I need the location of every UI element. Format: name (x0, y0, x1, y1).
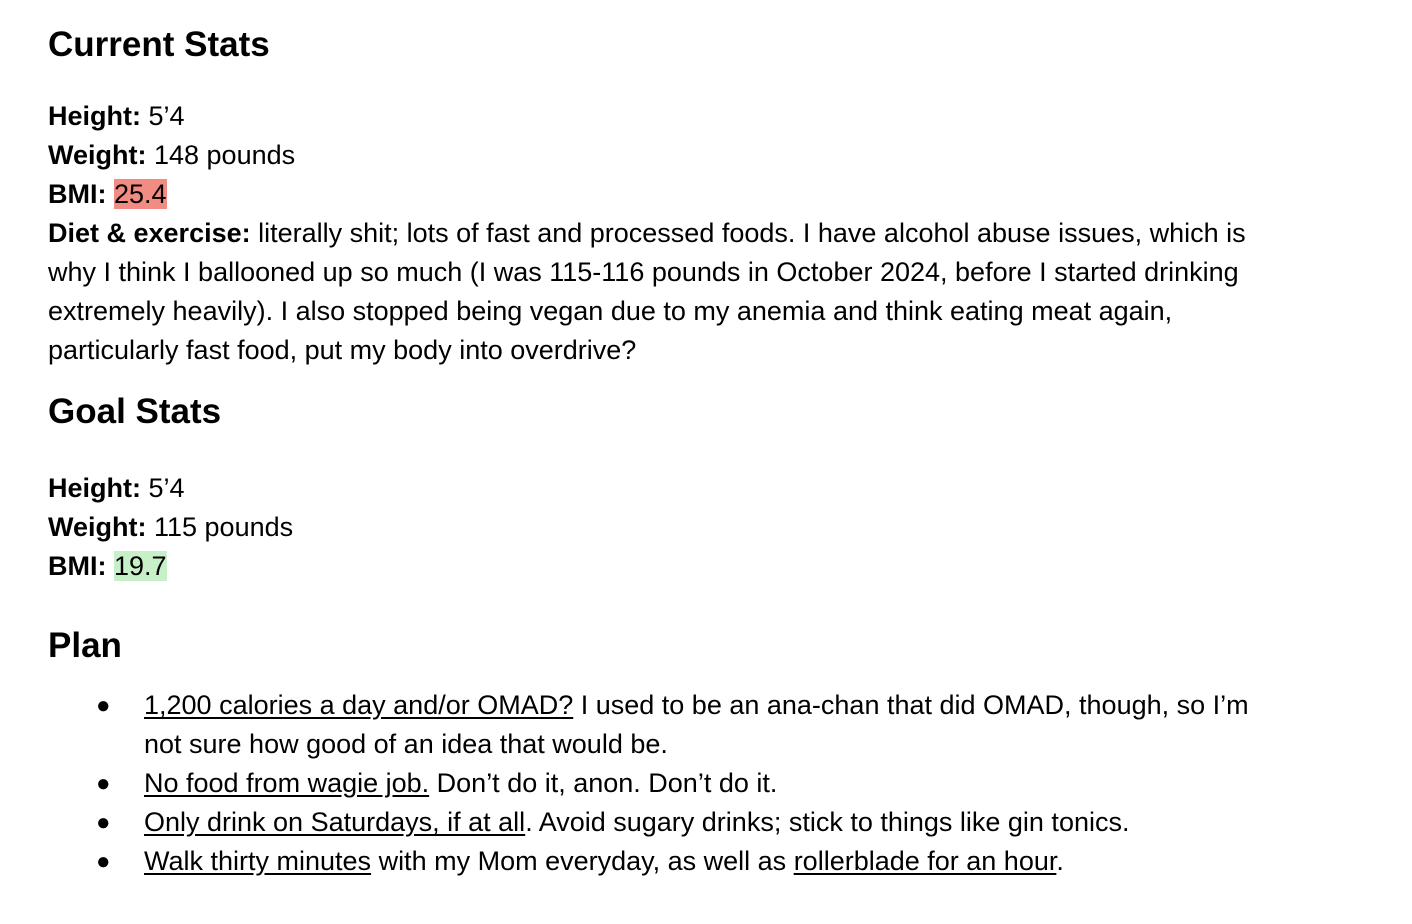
plan-item-no-food (48, 764, 1254, 803)
plan-item-text-end: . (1056, 846, 1064, 876)
goal-bmi-line (48, 547, 1278, 586)
plan-item-calories (48, 686, 1254, 764)
bullet-icon: ● (96, 848, 111, 875)
current-stats-block (48, 97, 1278, 370)
current-bmi-label: BMI: (48, 179, 107, 209)
plan-item-text: with my Mom everyday, as well as (371, 846, 794, 876)
goal-bmi-label: BMI: (48, 551, 107, 581)
document-body (48, 0, 1278, 881)
current-height-label: Height: (48, 101, 141, 131)
current-bmi-value: 25.4 (114, 179, 167, 209)
plan-list (48, 686, 1278, 881)
plan-item-text: I used to be an ana-chan that did OMAD, though, so I’m not sure how good of an idea that would be. (144, 690, 1249, 759)
plan-item-underlined: 1,200 calories a day and/or OMAD? (144, 690, 574, 720)
bullet-icon: ● (96, 809, 111, 836)
plan-item-underlined-2: rollerblade for an hour (793, 846, 1057, 876)
current-diet-label: Diet & exercise: (48, 218, 251, 248)
goal-weight-label: Weight: (48, 512, 147, 542)
bullet-icon: ● (96, 770, 111, 797)
goal-weight-value: 115 pounds (146, 512, 294, 542)
goal-height-label: Height: (48, 473, 141, 503)
plan-item-underlined: Walk thirty minutes (144, 846, 372, 876)
goal-stats-heading: Goal Stats (48, 392, 222, 431)
current-weight-line (48, 136, 1278, 175)
plan-item-text: . Avoid sugary drinks; stick to things like gin tonics. (525, 807, 1130, 837)
goal-height-value: 5’4 (140, 473, 185, 503)
plan-item-underlined: No food from wagie job. (144, 768, 430, 798)
goal-weight-line (48, 508, 1278, 547)
plan-item-drinking (48, 803, 1254, 842)
plan-item-text: Don’t do it, anon. Don’t do it. (429, 768, 778, 798)
current-height-value: 5’4 (140, 101, 185, 131)
current-diet-paragraph (48, 214, 1263, 370)
plan-heading: Plan (48, 626, 122, 665)
bullet-icon: ● (96, 692, 111, 719)
current-diet-text: literally shit; lots of fast and processed foods. I have alcohol abuse issues, which is why I think I ballooned up so much (I was 115-116 pounds in October 2024, before I started drinking extremely heavily). I also stopped being vegan due to my anemia and think eating meat again, particularly fast food, put my body into overdrive? (48, 218, 1246, 365)
plan-item-exercise (48, 842, 1254, 881)
current-weight-label: Weight: (48, 140, 147, 170)
plan-item-underlined: Only drink on Saturdays, if at all (144, 807, 526, 837)
goal-height-line (48, 469, 1278, 508)
goal-bmi-value: 19.7 (114, 551, 167, 581)
goal-stats-block (48, 469, 1278, 586)
current-stats-heading: Current Stats (48, 25, 270, 64)
current-weight-value: 148 pounds (146, 140, 296, 170)
current-bmi-line (48, 175, 1278, 214)
current-height-line (48, 97, 1278, 136)
